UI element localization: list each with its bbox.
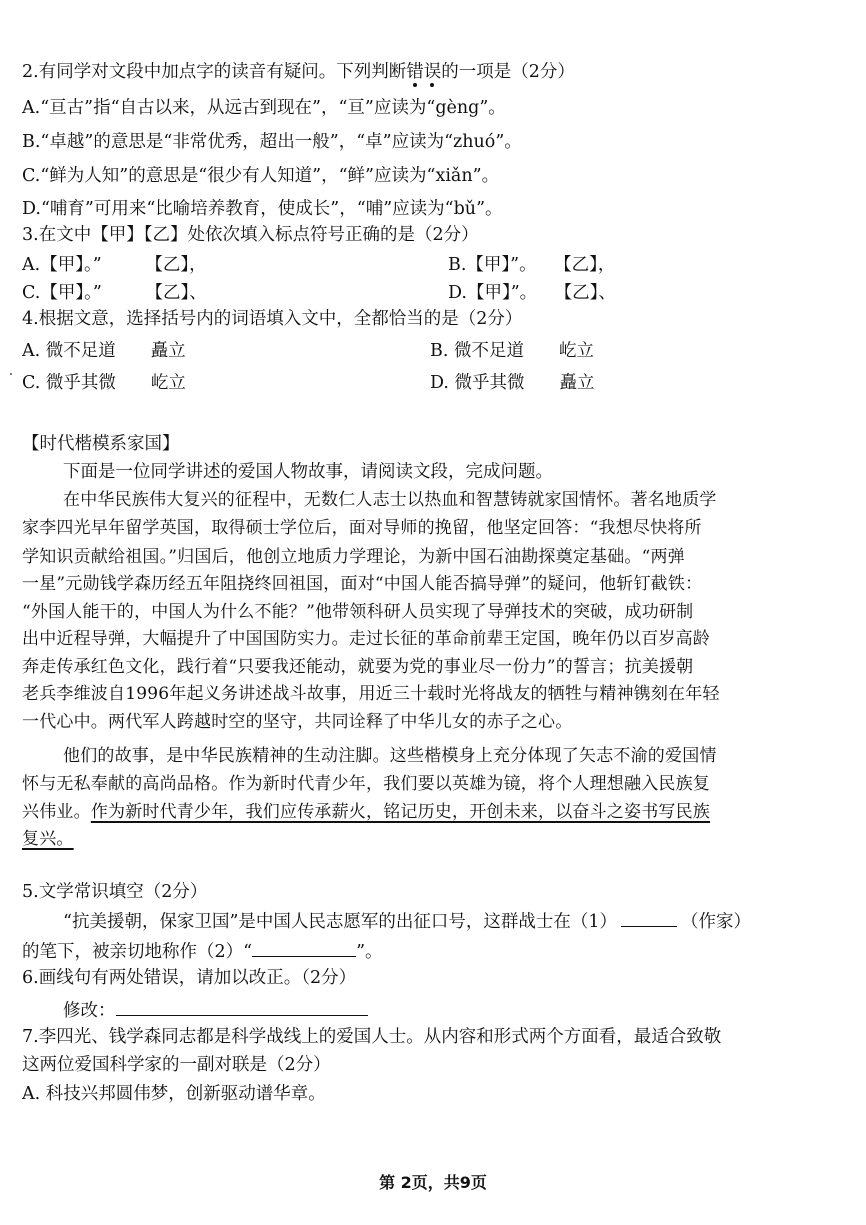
q2-option-b: B.“卓越”的意思是“非常优秀，超出一般”，“卓”应读为“zhuó”。 xyxy=(22,132,522,152)
q3-option-c: C.【甲】。” 【乙】、 xyxy=(22,283,207,303)
passage-p2-line-4 xyxy=(22,827,74,851)
passage-line-5: “外国人能干的，中国人为什么不能？”他带领科研人员实现了导弹技术的突破，成功研制 xyxy=(22,602,694,622)
q2-stem-score: 的一项是（2分） xyxy=(441,62,575,82)
q2-option-c: C.“鲜为人知”的意思是“很少有人知道”，“鲜”应读为“xiǎn”。 xyxy=(22,166,500,186)
q3-option-b: B.【甲】”。 【乙】， xyxy=(448,255,616,275)
q5-text-3: ”。 xyxy=(356,942,383,962)
q5-text-2: 的笔下，被亲切地称作（2）“ xyxy=(22,942,253,962)
q2-stem-text: 2.有同学对文段中加点字的读音有疑问。下列判断 xyxy=(22,62,407,82)
scan-speck xyxy=(10,373,12,375)
q7-stem-line-2: 这两位爱国科学家的一副对联是（2分） xyxy=(22,1055,331,1075)
page-footer: 第 2页，共9页 xyxy=(379,1173,487,1192)
q5-blank-2[interactable] xyxy=(252,938,356,957)
q5-line-2 xyxy=(22,938,383,964)
passage-p2-plain-text: 兴伟业。 xyxy=(22,802,91,822)
q5-line-1 xyxy=(63,908,751,934)
q5-stem: 5.文学常识填空（2分） xyxy=(22,882,208,902)
passage-line-2: 家李四光早年留学英国，取得硕士学位后，面对导师的挽留，他坚定回答：“我想尽快将所 xyxy=(22,518,702,538)
underlined-sentence: 作为新时代青少年，我们应传承薪火，铭记历史，开创未来，以奋斗之姿书写民族 xyxy=(90,802,711,822)
q4-option-b: B. 微不足道 屹立 xyxy=(430,341,594,361)
q4-stem: 4.根据文意，选择括号内的词语填入文中，全都恰当的是（2分） xyxy=(22,309,523,329)
q5-blank-1[interactable] xyxy=(621,908,677,927)
passage-line-4: 一星”元勋钱学森历经五年阻挠终回祖国，面对“中国人能否搞导弹”的疑问，他斩钉截铁： xyxy=(22,574,703,594)
underlined-sentence-end: 复兴。 xyxy=(22,829,74,849)
q2-option-a: A.“亘古”指“自古以来，从远古到现在”，“亘”应读为“gèng”。 xyxy=(22,98,506,118)
q5-text-1: “抗美援朝，保家卫国”是中国人民志愿军的出征口号，这群战士在（1） xyxy=(63,912,618,932)
passage-p2-line-1: 他们的故事，是中华民族精神的生动注脚。这些楷模身上充分体现了矢志不渝的爱国情 xyxy=(63,746,717,766)
q2-dotted-char-1: 错 xyxy=(406,62,424,82)
passage-line-7: 奔走传承红色文化，践行着“只要我还能动，就要为党的事业尽一份力”的誓言；抗美援朝 xyxy=(22,657,694,677)
q6-stem: 6.画线句有两处错误，请加以改正。（2分） xyxy=(22,968,357,988)
q3-option-d: D.【甲】”。 【乙】、 xyxy=(448,283,616,303)
section-intro: 下面是一位同学讲述的爱国人物故事，请阅读文段，完成问题。 xyxy=(63,462,553,482)
q7-stem-line-1: 7.李四光、钱学森同志都是科学战线上的爱国人士。从内容和形式两个方面看，最适合致敬 xyxy=(22,1027,722,1047)
q2-dotted-char-2: 误 xyxy=(423,62,442,82)
passage-line-9: 一代心中。两代军人跨越时空的坚守，共同诠释了中华儿女的赤子之心。 xyxy=(22,712,573,732)
q2-option-d: D.“哺育”可用来“比喻培养教育，使成长”，“哺”应读为“bǔ”。 xyxy=(22,199,503,219)
q7-option-a: A. 科技兴邦圆伟梦，创新驱动谱华章。 xyxy=(22,1084,326,1104)
q2-stem xyxy=(22,60,575,84)
q3-stem: 3.在文中【甲】【乙】处依次填入标点符号正确的是（2分） xyxy=(22,225,479,245)
q6-answer-blank[interactable] xyxy=(116,997,368,1016)
passage-line-3: 学知识贡献给祖国。”归国后，他创立地质力学理论，为新中国石油勘探奠定基础。“两弹 xyxy=(22,547,685,567)
passage-line-6: 出中近程导弹，大幅提升了中国国防实力。走过长征的革命前辈王定国，晚年仍以百岁高龄 xyxy=(22,629,710,649)
q6-revise-line xyxy=(63,997,368,1023)
q5-author-hint: （作家） xyxy=(681,912,752,932)
q4-option-a: A. 微不足道 矗立 xyxy=(22,341,186,361)
passage-line-1: 在中华民族伟大复兴的征程中，无数仁人志士以热血和智慧铸就家国情怀。著名地质学 xyxy=(63,490,717,510)
q4-option-c: C. 微乎其微 屹立 xyxy=(22,373,186,393)
passage-line-8: 老兵李维波自1996年起义务讲述战斗故事，用近三十载时光将战友的牺牲与精神镌刻在年轻 xyxy=(22,684,720,704)
passage-p2-line-3 xyxy=(22,800,710,824)
q6-revise-label: 修改： xyxy=(63,1001,116,1021)
section-title: 【时代楷模系家国】 xyxy=(22,434,180,454)
passage-p2-line-2: 怀与无私奉献的高尚品格。作为新时代青少年，我们要以英雄为镜，将个人理想融入民族复 xyxy=(22,774,710,794)
q4-option-d: D. 微乎其微 矗立 xyxy=(430,373,595,393)
q3-option-a: A.【甲】。” 【乙】， xyxy=(22,255,207,275)
